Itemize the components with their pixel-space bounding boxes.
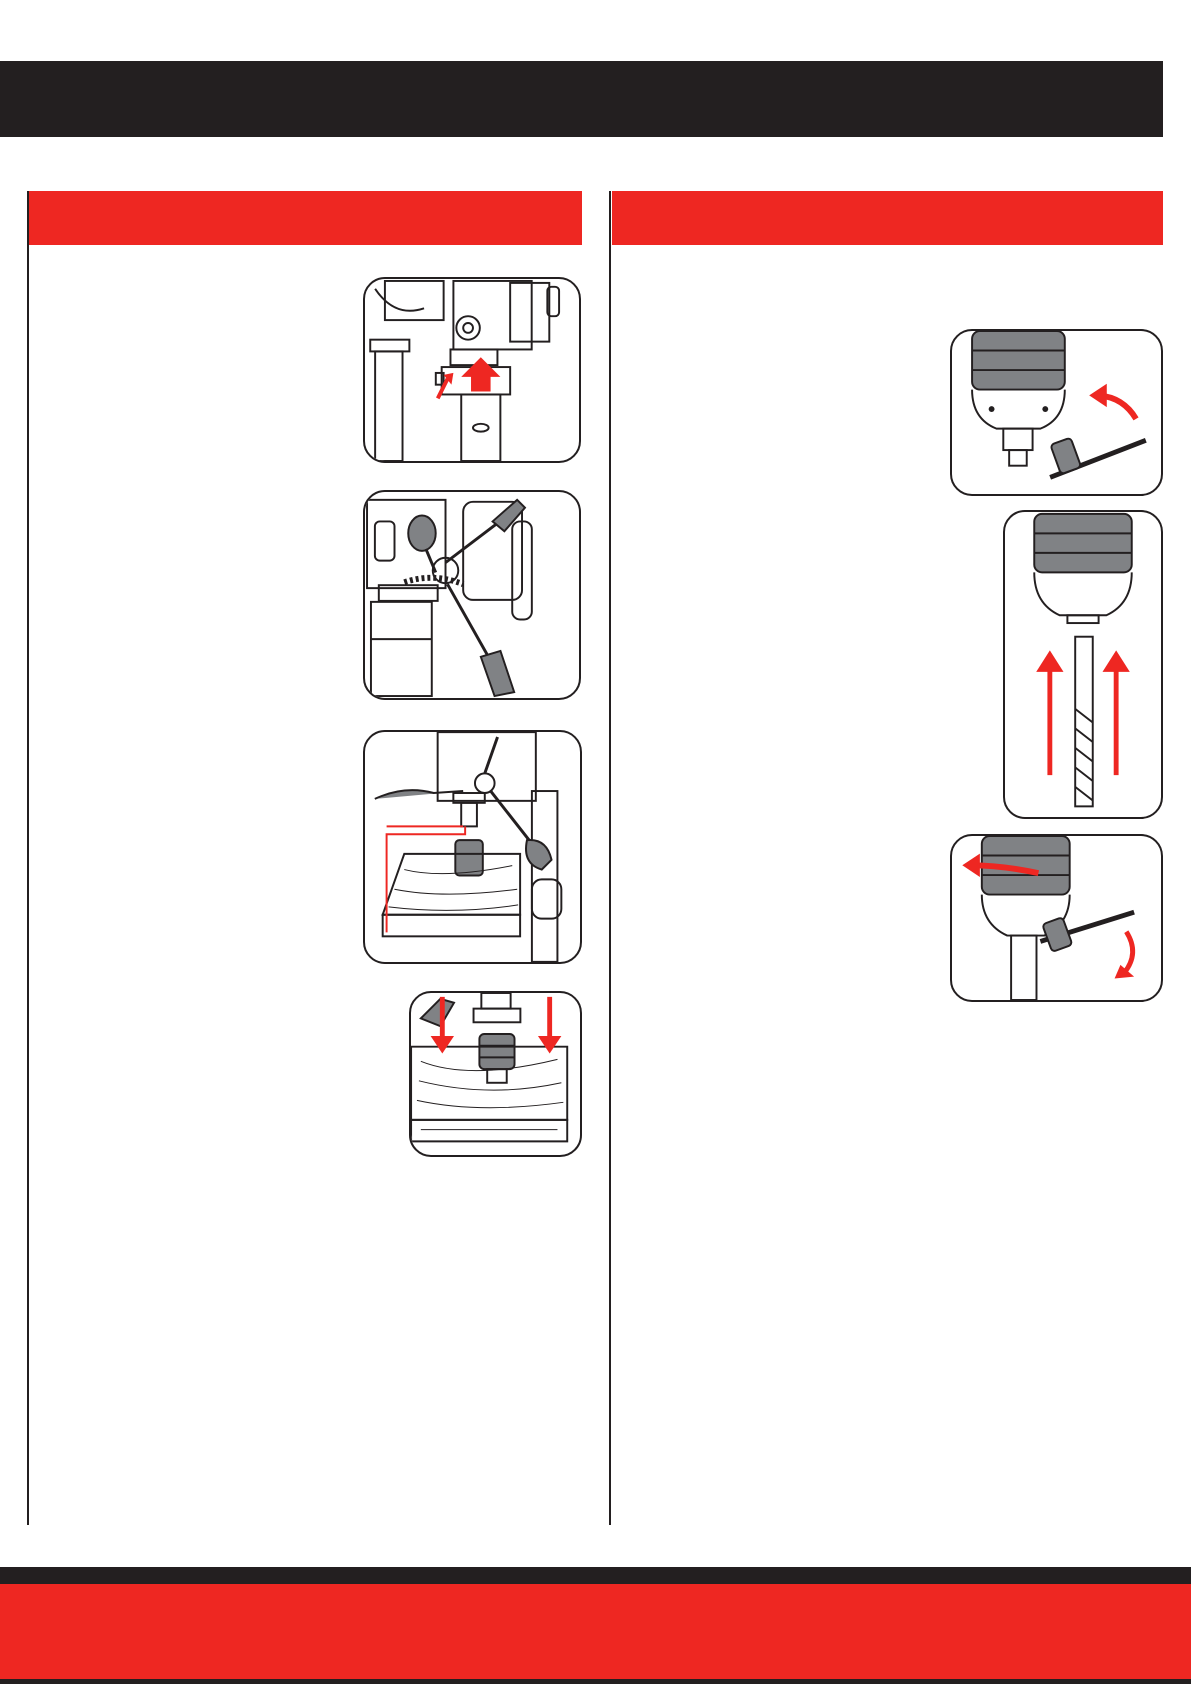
footer-bar [0,1584,1191,1679]
feed-handle-chuck-illustration [363,730,582,964]
right-column-heading-bar [612,191,1163,245]
drill-bit-insert-illustration [1003,510,1163,819]
header-bar [0,61,1163,137]
left-column-divider [27,191,29,1525]
chuck-key-tighten-illustration [950,834,1163,1002]
right-column-divider [609,191,611,1525]
chuck-key-loosen-illustration [950,329,1163,496]
screwdriver-illustration [363,490,581,700]
footer-top-stripe [0,1567,1191,1584]
chuck-table-press-illustration [409,991,582,1157]
footer-bottom-stripe [0,1679,1191,1684]
left-column-heading-bar [29,191,582,245]
spindle-collar-arrow-illustration [363,277,581,463]
